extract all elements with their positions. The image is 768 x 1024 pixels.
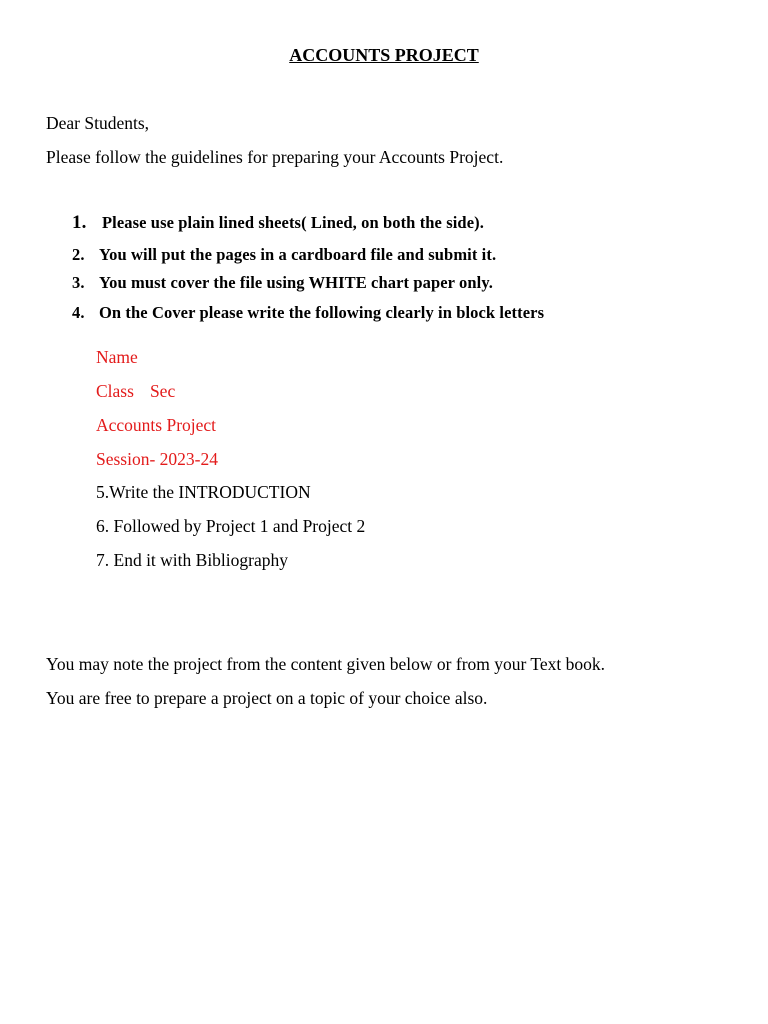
cover-field-class-sec bbox=[96, 381, 175, 402]
closing-text: You may note the project from the content given below or from your Text book. bbox=[46, 654, 605, 674]
cover-field-class: Class bbox=[96, 381, 134, 401]
guideline-item bbox=[72, 273, 493, 293]
guideline-number: 2. bbox=[72, 245, 85, 264]
step-item: 5.Write the INTRODUCTION bbox=[96, 482, 311, 502]
step-item: 7. End it with Bibliography bbox=[96, 550, 289, 570]
cover-field-session: Session- 2023-24 bbox=[96, 449, 219, 469]
guideline-text: You will put the pages in a cardboard file and submit it. bbox=[99, 245, 497, 264]
document-title: ACCOUNTS PROJECT bbox=[289, 45, 479, 65]
guideline-number: 4. bbox=[72, 303, 85, 322]
guideline-item bbox=[72, 303, 544, 323]
greeting: Dear Students, bbox=[46, 113, 150, 133]
guideline-number: 1. bbox=[72, 212, 87, 233]
step-item: 6. Followed by Project 1 and Project 2 bbox=[96, 516, 366, 536]
guideline-item bbox=[72, 245, 496, 265]
closing-text: You are free to prepare a project on a topic of your choice also. bbox=[46, 688, 488, 708]
cover-field-name: Name bbox=[96, 347, 138, 367]
cover-field-project: Accounts Project bbox=[96, 415, 217, 435]
intro-text: Please follow the guidelines for preparing your Accounts Project. bbox=[46, 147, 504, 167]
guideline-item bbox=[72, 212, 484, 234]
cover-field-sec: Sec bbox=[149, 381, 176, 401]
guideline-text: You must cover the file using WHITE chart paper only. bbox=[99, 273, 494, 292]
guideline-number: 3. bbox=[72, 273, 85, 292]
guideline-text: Please use plain lined sheets( Lined, on both the side). bbox=[102, 213, 484, 232]
guideline-text: On the Cover please write the following clearly in block letters bbox=[99, 303, 545, 322]
